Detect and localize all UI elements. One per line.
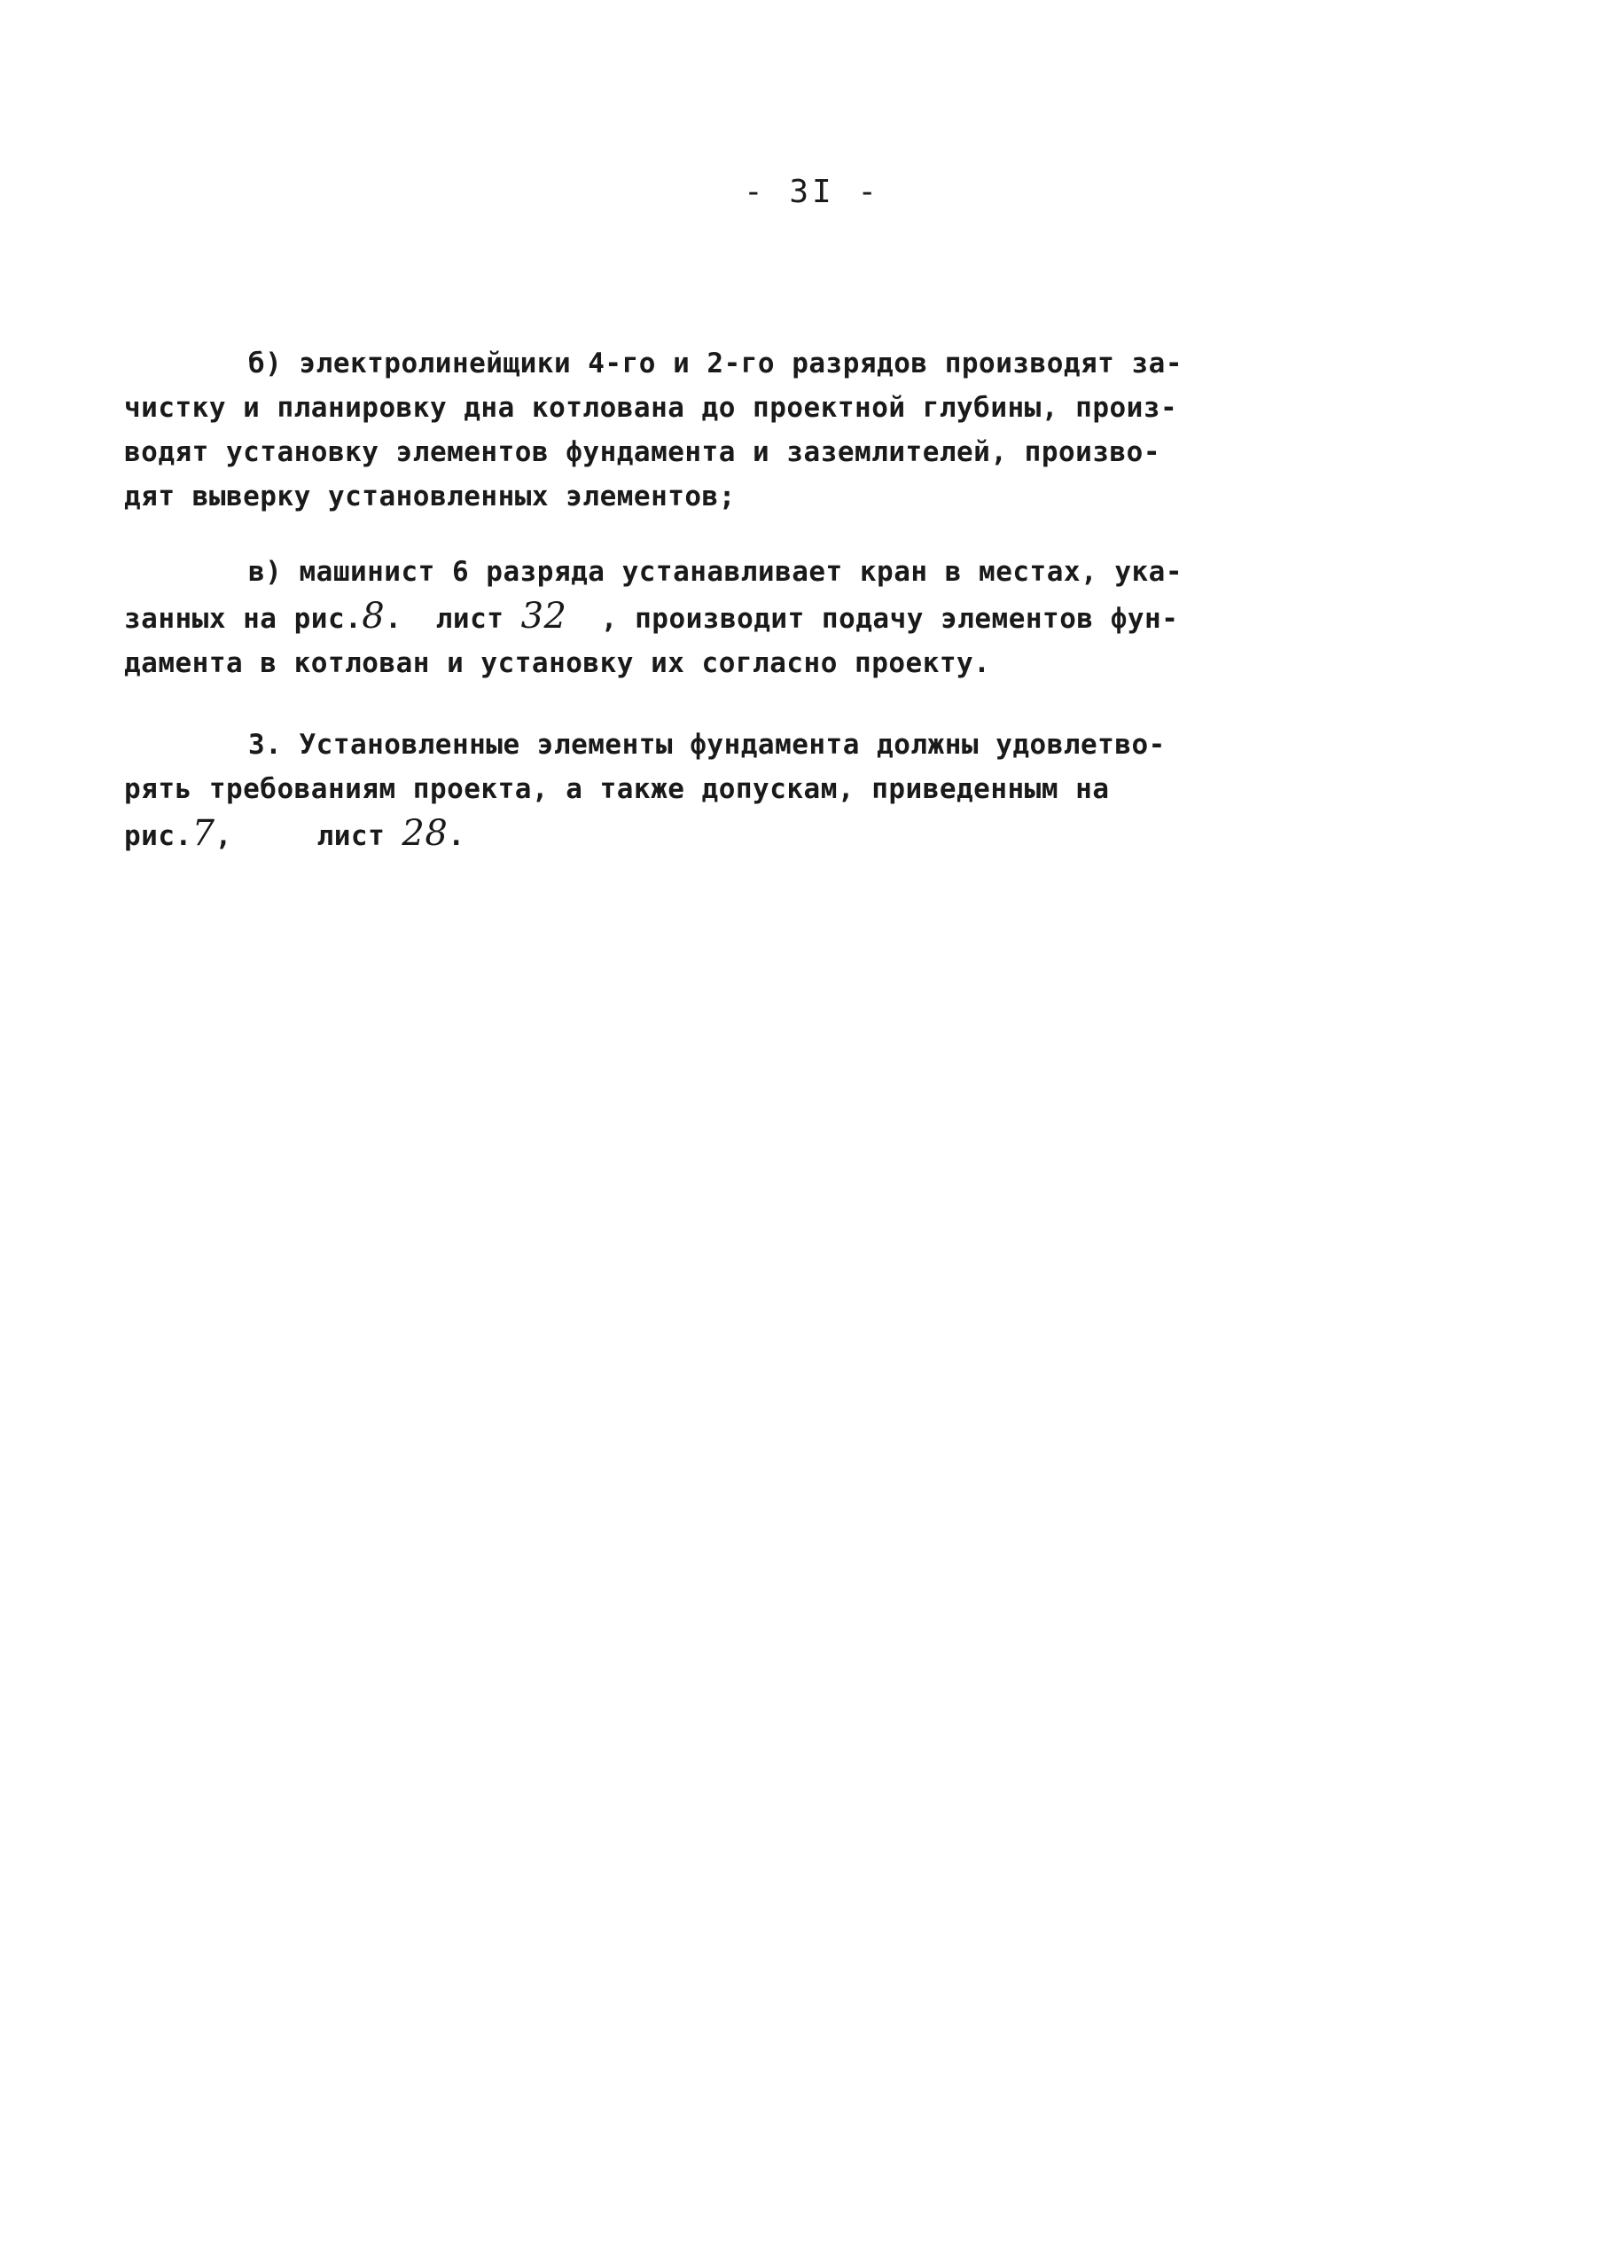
paragraph-b-line-4: дят выверку установленных элементов; (124, 481, 736, 512)
paragraph-b (124, 341, 1330, 519)
paragraph-3-line-2: рять требованиям проекта, а также допускам, приведенным на (124, 773, 1110, 805)
paragraph-v-line-1: в) машинист 6 разряда устанавливает кран в местах, ука- (248, 556, 1183, 588)
paragraph-b-line-1: б) электролинейщики 4-го и 2-го разрядов производят за- (248, 348, 1183, 379)
paragraph-3-line-1: 3. Установленные элементы фундамента должны удовлетво- (248, 729, 1166, 761)
handwritten-sheet-number: 28 (402, 813, 449, 854)
handwritten-figure-number: 8 (362, 596, 386, 637)
handwritten-figure-number: 7 (191, 813, 215, 854)
paragraph-v-line-3: дамента в котлован и установку их согласно проекту. (124, 647, 991, 679)
handwritten-sheet-number: 32 (520, 596, 567, 637)
paragraph-v-line-2 (124, 594, 1330, 641)
paragraph-v (124, 550, 1330, 685)
paragraph-3 (124, 723, 1330, 858)
paragraph-v-text-a: занных на рис. (124, 603, 363, 635)
paragraph-3-text-a: рис. (124, 820, 192, 852)
paragraph-3-text-c: . (448, 820, 465, 852)
paragraph-3-text-b: , лист (215, 820, 402, 852)
paragraph-3-line-3 (124, 811, 1330, 858)
paragraph-v-text-c: , производит подачу элементов фун- (566, 603, 1179, 635)
paragraph-b-line-2: чистку и планировку дна котлована до проектной глубины, произ- (124, 392, 1178, 424)
paragraph-b-line-3: водят установку элементов фундамента и заземлителей, произво- (124, 436, 1160, 468)
paragraph-v-text-b: . лист (385, 603, 521, 635)
page-number: - 3I - (743, 174, 881, 210)
